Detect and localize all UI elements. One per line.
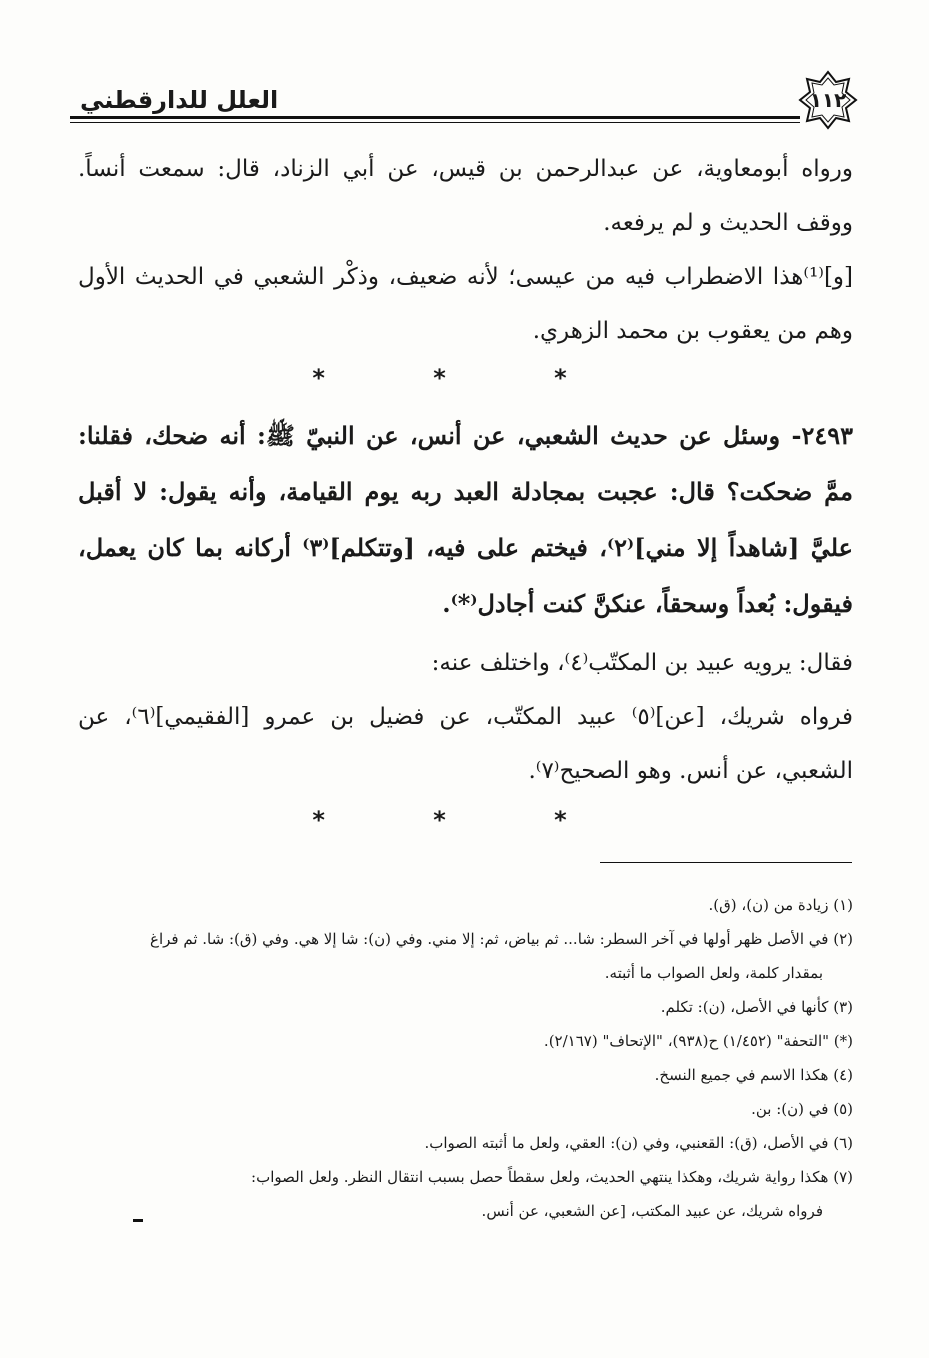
section-separator: * * * [312,364,617,392]
section-separator: * * * [312,806,617,834]
page-number-badge [798,70,858,130]
footnote-continuation: بمقدار كلمة، ولعل الصواب ما أثبته. [604,964,823,982]
page-number: ١١٢ [809,88,847,112]
footnote: (٧) هكذا رواية شريك، وهكذا ينتهي الحديث، ولعل سقطاً حصل بسبب انتقال النظر. ولعل الصواب: [251,1168,853,1186]
footnote: (١) زيادة من (ن)، (ق). [708,896,853,914]
footnote: (٤) هكذا الاسم في جميع النسخ. [654,1066,853,1084]
book-title: العلل للدارقطني [80,86,279,114]
hadith-2493: ٢٤٩٣- وسئل عن حديث الشعبي، عن أنس، عن النبيّ ﷺ: أنه ضحك، فقلنا: ممَّ ضحكت؟ قال: عجبت بمجادلة العبد ربه يوم القيامة، وأنه يقول: لا أقبل عليَّ [شاهداً إلا مني]⁽٢⁾، فيختم على فيه، [وتتكلم]⁽٣⁾ أركانه بما كان يعمل، فيقول: بُعداً وسحقاً، عنكنَّ كنت أجادل⁽*⁾. [78,421,853,618]
paragraph-ubaid: فقال: يرويه عبيد بن المكتّب⁽٤⁾، واختلف عنه: [431,650,853,676]
footnote: (*) "التحفة" (١/٤٥٢) ح(٩٣٨)، "الإتحاف" (٢/١٦٧). [543,1032,853,1050]
margin-dash [133,1219,143,1222]
header-rule [70,116,800,123]
footnote-continuation: فرواه شريك، عن عبيد المكتب، [عن الشعبي، عن أنس. [481,1202,823,1220]
footnotes [78,888,853,1228]
footnote-rule [600,862,852,863]
footnote: (٦) في الأصل، (ق): القعنبي، وفي (ن): العقي، ولعل ما أثبته الصواب. [424,1134,853,1152]
page-header [70,70,870,130]
footnote: (٥) في (ن): بن. [751,1100,853,1118]
footnote: (٢) في الأصل ظهر أولها في آخر السطر: شا... ثم بياض، ثم: إلا مني. وفي (ن): شا إلا هي. وفي (ق): شا. ثم فراغ [150,930,853,948]
paragraph-abu-muawiya: ورواه أبومعاوية، عن عبدالرحمن بن قيس، عن أبي الزناد، قال: سمعت أنساً. ووقف الحديث و لم يرفعه. [78,156,853,236]
paragraph-idtirab: [و]⁽¹⁾هذا الاضطراب فيه من عيسى؛ لأنه ضعيف، وذكْر الشعبي في الحديث الأول وهم من يعقوب بن محمد الزهري. [78,264,853,344]
paragraph-sharik: فرواه شريك، [عن]⁽٥⁾ عبيد المكتّب، عن فضيل بن عمرو [الفقيمي]⁽٦⁾، عن الشعبي، عن أنس. وهو الصحيح⁽٧⁾. [78,704,854,784]
footnote: (٣) كأنها في الأصل، (ن): تكلم. [660,998,853,1016]
